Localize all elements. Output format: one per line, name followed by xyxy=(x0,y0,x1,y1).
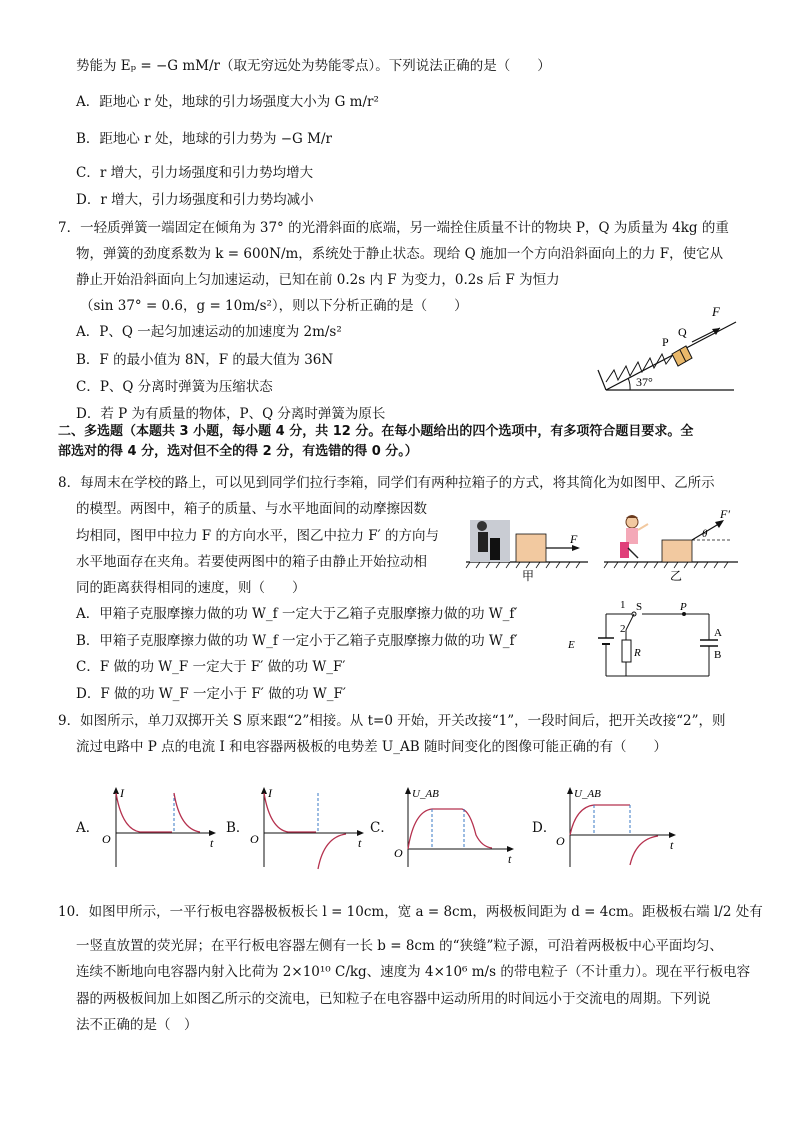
q10-stem-line-4: 器的两极板间加上如图乙所示的交流电，已知粒子在电容器中运动所用的时间远小于交流电的周期。下列说 xyxy=(76,991,711,1007)
q9-stem-line-1: 9．如图所示，单刀双掷开关 S 原来跟“2”相接。从 t=0 开始，开关改接“1”，一段时间后，把开关改接“2”，则 xyxy=(58,713,726,729)
q7-option-a[interactable]: A．P、Q 一起匀加速运动的加速度为 2m/s² xyxy=(76,324,342,340)
angle-label: 37° xyxy=(636,375,653,389)
axis-i: I xyxy=(120,786,124,800)
q8-stem-line-1: 8．每周末在学校的路上，可以见到同学们拉行李箱，同学们有两种拉箱子的方式，将其简化为如图甲、乙所示 xyxy=(58,475,715,491)
label-theta: θ xyxy=(702,528,708,540)
q8-option-a[interactable]: A．甲箱子克服摩擦力做的功 W_f 一定大于乙箱子克服摩擦力做的功 W_f′ xyxy=(76,606,518,622)
point-p-label: P xyxy=(680,601,687,613)
graph-d-label[interactable]: D． xyxy=(532,820,557,836)
label-p: P xyxy=(662,335,669,349)
graph-b-label[interactable]: B． xyxy=(226,820,250,836)
circuit-diagram xyxy=(564,596,744,682)
q6-option-c[interactable]: C．r 增大，引力场强度和引力势均增大 xyxy=(76,165,314,181)
caption-yi: 乙 xyxy=(670,569,683,583)
graph-c-label[interactable]: C． xyxy=(370,820,394,836)
q8-stem-line-5: 同的距离获得相同的速度，则（ ） xyxy=(76,580,306,596)
q10-stem-line-3: 连续不断地向电容器内射入比荷为 2×10¹⁰ C/kg、速度为 4×10⁶ m/s 的带电粒子（不计重力）。现在平行板电容 xyxy=(76,964,751,980)
incline-spring-figure xyxy=(594,298,744,393)
q7-option-c[interactable]: C．P、Q 分离时弹簧为压缩状态 xyxy=(76,379,273,395)
q8-stem-line-3: 均相同，图甲中拉力 F 的方向水平，图乙中拉力 F′ 的方向与 xyxy=(76,528,439,544)
axis-i: I xyxy=(268,786,272,800)
label-f-jia: F xyxy=(570,532,578,546)
label-fprime: F′ xyxy=(720,507,730,521)
origin-o: O xyxy=(556,834,565,848)
q10-stem-line-1: 10．如图甲所示，一平行板电容器极板板长 l = 10cm，宽 a = 8cm，两极板间距为 d = 4cm。距极板右端 l/2 处有 xyxy=(58,904,763,920)
plate-b-label: B xyxy=(714,649,722,661)
axis-t: t xyxy=(670,838,674,852)
q7-option-b[interactable]: B．F 的最小值为 8N，F 的最大值为 36N xyxy=(76,352,334,368)
axis-t: t xyxy=(210,836,214,850)
q7-option-d[interactable]: D．若 P 为有质量的物体，P、Q 分离时弹簧为原长 xyxy=(76,406,386,422)
figure-yi xyxy=(602,508,742,583)
q6-option-b[interactable]: B．距地心 r 处，地球的引力势为 −G M/r xyxy=(76,131,332,147)
axis-t: t xyxy=(508,852,512,866)
origin-o: O xyxy=(250,832,259,846)
figure-jia xyxy=(466,512,591,582)
label-q: Q xyxy=(678,325,687,339)
axis-uab: U_AB xyxy=(574,788,601,800)
q8-option-b[interactable]: B．甲箱子克服摩擦力做的功 W_f 一定小于乙箱子克服摩擦力做的功 W_f′ xyxy=(76,633,518,649)
q8-stem-line-4: 水平地面存在夹角。若要使两图中的箱子由静止开始拉动相 xyxy=(76,554,427,570)
graph-a-label[interactable]: A． xyxy=(76,820,100,836)
q6-stem-line: 势能为 Eₚ = −G mM/r（取无穷远处为势能零点）。下列说法正确的是（ ） xyxy=(76,58,551,74)
node-1: 1 xyxy=(620,599,626,611)
graph-b xyxy=(248,785,368,870)
section-2-heading: 二、多选题（本题共 3 小题，每小题 4 分，共 12 分。在每小题给出的四个选项中，有多项符合题目要求。全 xyxy=(58,424,694,439)
q7-stem-line-2: 物，弹簧的劲度系数为 k = 600N/m，系统处于静止状态。现给 Q 施加一个方向沿斜面向上的力 F，使它从 xyxy=(76,246,724,262)
graph-a xyxy=(100,785,220,870)
section-2-heading-cont: 部选对的得 4 分，选对但不全的得 2 分，有选错的得 0 分。） xyxy=(58,444,418,459)
node-2: 2 xyxy=(620,623,626,635)
origin-o: O xyxy=(102,832,111,846)
graph-d xyxy=(554,785,684,870)
emf-e-label: E xyxy=(568,639,575,651)
origin-o: O xyxy=(394,846,403,860)
axis-uab: U_AB xyxy=(412,788,439,800)
q10-stem-line-5: 法不正确的是（ ） xyxy=(76,1017,198,1033)
caption-jia: 甲 xyxy=(522,569,535,583)
switch-s-label: S xyxy=(636,601,643,613)
q6-option-a[interactable]: A．距地心 r 处，地球的引力场强度大小为 G m/r² xyxy=(76,94,379,110)
q8-stem-line-2: 的模型。两图中，箱子的质量、与水平地面间的动摩擦因数 xyxy=(76,501,427,517)
q10-stem-line-2: 一竖直放置的荧光屏；在平行板电容器左侧有一长 b = 8cm 的“狭缝”粒子源，可沿着两极板中心平面均匀、 xyxy=(76,938,723,954)
axis-t: t xyxy=(358,836,362,850)
q8-option-d[interactable]: D．F 做的功 W_F 一定小于 F′ 做的功 W_F′ xyxy=(76,686,346,702)
q7-stem-line-1: 7．一轻质弹簧一端固定在倾角为 37° 的光滑斜面的底端，另一端拴住质量不计的物块 P，Q 为质量为 4kg 的重 xyxy=(58,220,729,236)
q7-stem-line-4: （sin 37° = 0.6，g = 10m/s²），则以下分析正确的是（ ） xyxy=(80,298,468,314)
plate-a-label: A xyxy=(714,627,722,639)
label-f: F xyxy=(712,304,720,319)
resistor-r-label: R xyxy=(634,647,641,659)
graph-c xyxy=(392,785,522,870)
q6-option-d[interactable]: D．r 增大，引力场强度和引力势均减小 xyxy=(76,192,314,208)
q9-stem-line-2: 流过电路中 P 点的电流 I 和电容器两极板的电势差 U_AB 随时间变化的图像可能正确的有（ ） xyxy=(76,739,667,755)
q7-stem-line-3: 静止开始沿斜面向上匀加速运动，已知在前 0.2s 内 F 为变力，0.2s 后 F 为恒力 xyxy=(76,272,560,288)
q8-option-c[interactable]: C．F 做的功 W_F 一定大于 F′ 做的功 W_F′ xyxy=(76,659,346,675)
